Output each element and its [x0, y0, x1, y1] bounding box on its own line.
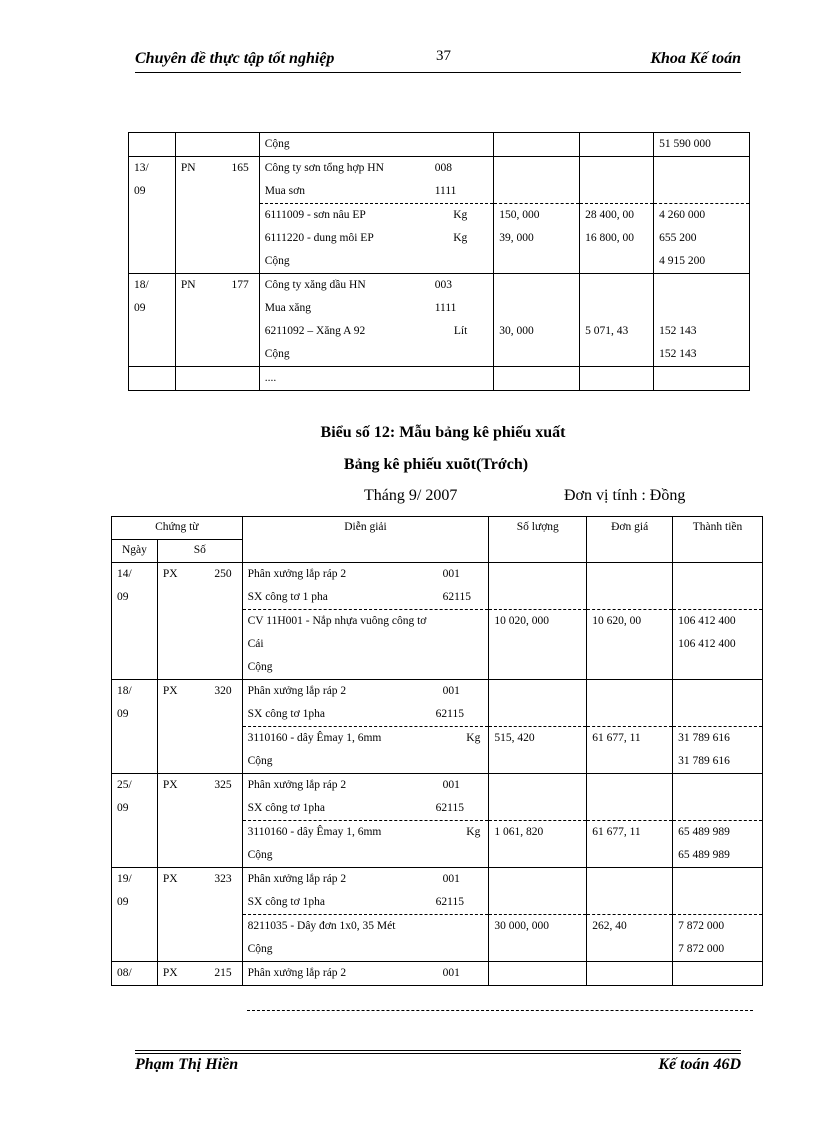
- voucher-id: PX 323: [162, 873, 232, 885]
- table-row: [112, 868, 763, 962]
- price-cell: 28 400, 00: [580, 203, 653, 227]
- amount-cell: 106 412 400: [678, 638, 736, 650]
- qty-cell: 150, 000: [494, 203, 579, 227]
- footer-rule: [135, 1053, 741, 1054]
- footer-left: Phạm Thị Hiền: [135, 1056, 239, 1073]
- row-total: 51 590 000: [659, 138, 711, 150]
- desc-line: Cộng: [247, 943, 273, 955]
- qty-cell: 39, 000: [499, 232, 534, 244]
- date-month: 09: [134, 185, 146, 197]
- desc-line: CV 11H001 - Nắp nhựa vuông công tơ: [243, 609, 489, 633]
- table-title: Bảng kê phiếu xuõt(Trớch): [343, 456, 529, 473]
- dashed-divider: [247, 1010, 753, 1011]
- desc-line: Phân xưởng lắp ráp 2 001: [247, 967, 460, 979]
- header-thanhtien: Thành tiền: [673, 517, 763, 563]
- date-day: 13/: [134, 162, 149, 174]
- amount-cell: 31 789 616: [673, 726, 762, 750]
- desc-line: SX công tơ 1pha 62115: [247, 708, 464, 720]
- desc-line: SX công tơ 1 pha 62115: [247, 591, 471, 603]
- price-cell: 262, 40: [587, 914, 672, 938]
- amount-cell: 31 789 616: [678, 755, 730, 767]
- section-title: Biểu số 12: Mẫu bảng kê phiếu xuất: [320, 424, 566, 441]
- date-month: 09: [117, 591, 129, 603]
- row-desc: Cộng: [264, 138, 290, 150]
- desc-line: Cộng: [247, 661, 273, 673]
- date-day: 19/: [117, 873, 132, 885]
- amount-cell: 152 143: [659, 325, 697, 337]
- qty-cell: 515, 420: [489, 726, 586, 750]
- header-rule: [135, 72, 741, 73]
- row-desc: ....: [264, 372, 277, 384]
- qty-cell: 30 000, 000: [489, 914, 586, 938]
- desc-line: 3110160 - dây Êmay 1, 6mm Kg: [243, 820, 489, 844]
- page-number: 37: [436, 48, 451, 64]
- header-right: Khoa Kế toán: [650, 50, 741, 67]
- amount-cell: 7 872 000: [673, 914, 762, 938]
- desc-line: Cộng: [247, 755, 273, 767]
- date-month: 09: [117, 708, 129, 720]
- page-header: [135, 48, 741, 72]
- desc-line: 6111009 - sơn nâu EP Kg: [260, 203, 494, 227]
- amount-cell: 65 489 989: [673, 820, 762, 844]
- voucher-number: 177: [231, 279, 249, 291]
- footer-rule: [135, 1050, 741, 1051]
- table-row: [112, 962, 763, 986]
- header-left: Chuyên đề thực tập tốt nghiệp: [135, 50, 335, 67]
- date-month: 09: [117, 802, 129, 814]
- voucher-id: PX 215: [162, 967, 232, 979]
- unit-label: Đơn vị tính : Đồng: [564, 487, 686, 504]
- table-row: [129, 274, 750, 367]
- desc-line: 3110160 - dây Êmay 1, 6mm Kg: [243, 726, 489, 750]
- date-day: 18/: [117, 685, 132, 697]
- amount-cell: 106 412 400: [673, 609, 762, 633]
- table-row: [129, 367, 750, 391]
- price-cell: 5 071, 43: [585, 325, 629, 337]
- header-ngay: Ngày: [112, 540, 158, 563]
- voucher-id: PX 320: [162, 685, 232, 697]
- voucher-id: PX 250: [162, 568, 232, 580]
- desc-line: SX công tơ 1pha 62115: [247, 896, 464, 908]
- amount-cell: 4 260 000: [654, 203, 749, 227]
- desc-line: Mua xăng 1111: [264, 302, 457, 314]
- amount-cell: 152 143: [659, 348, 697, 360]
- header-diengiai: Diễn giải: [242, 517, 489, 563]
- date-day: 18/: [134, 279, 149, 291]
- header-chungtu: Chứng từ: [112, 517, 243, 540]
- date-day: 25/: [117, 779, 132, 791]
- table-row: [112, 680, 763, 774]
- voucher-id: [176, 157, 259, 180]
- qty-cell: 1 061, 820: [489, 820, 586, 844]
- desc-line: Cộng: [264, 255, 290, 267]
- price-cell: 61 677, 11: [587, 726, 672, 750]
- voucher-number: 165: [231, 162, 249, 174]
- voucher-id: [176, 274, 259, 297]
- date-month: 09: [117, 896, 129, 908]
- voucher-type: PN: [180, 279, 196, 291]
- desc-line: Cộng: [264, 348, 290, 360]
- period-label: Tháng 9/ 2007: [364, 487, 458, 504]
- issue-table: [111, 516, 763, 986]
- desc-line: Công ty xăng dầu HN 003: [264, 279, 452, 291]
- desc-line: 6111220 - dung môi EP Kg: [264, 232, 468, 244]
- amount-cell: 4 915 200: [659, 255, 706, 267]
- qty-cell: 30, 000: [499, 325, 534, 337]
- price-cell: 16 800, 00: [585, 232, 635, 244]
- desc-line: Phân xưởng lắp ráp 2 001: [247, 685, 460, 697]
- table-header-row: [112, 517, 763, 540]
- desc-line: 8211035 - Dây đơn 1x0, 35 Mét: [243, 914, 489, 938]
- amount-cell: 65 489 989: [678, 849, 730, 861]
- header-dongia: Đơn giá: [587, 517, 673, 563]
- date-day: 14/: [117, 568, 132, 580]
- table-row: [112, 563, 763, 680]
- desc-line: Phân xưởng lắp ráp 2 001: [247, 779, 460, 791]
- header-so: Số: [157, 540, 242, 563]
- desc-line: Mua sơn 1111: [264, 185, 457, 197]
- desc-line: Cộng: [247, 849, 273, 861]
- amount-cell: 655 200: [659, 232, 697, 244]
- voucher-id: PX 325: [162, 779, 232, 791]
- desc-line: 6211092 – Xăng A 92 Lít: [264, 325, 468, 337]
- amount-cell: 7 872 000: [678, 943, 725, 955]
- desc-line: Phân xưởng lắp ráp 2 001: [247, 873, 460, 885]
- desc-line: Phân xưởng lắp ráp 2 001: [247, 568, 460, 580]
- qty-cell: 10 020, 000: [489, 609, 586, 633]
- table-row: [129, 157, 750, 274]
- page-footer: [135, 1056, 741, 1074]
- table-row: [129, 133, 750, 157]
- date-day: 08/: [117, 967, 132, 979]
- desc-line: SX công tơ 1pha 62115: [247, 802, 464, 814]
- header-soluong: Số lượng: [489, 517, 587, 563]
- table-row: [112, 774, 763, 868]
- date-month: 09: [134, 302, 146, 314]
- desc-line: Công ty sơn tổng hợp HN 008: [264, 162, 452, 174]
- receipt-table: [128, 132, 750, 391]
- desc-line: Cái: [247, 638, 264, 650]
- voucher-type: PN: [180, 162, 196, 174]
- price-cell: 10 620, 00: [587, 609, 672, 633]
- price-cell: 61 677, 11: [587, 820, 672, 844]
- footer-right: Kế toán 46D: [658, 1056, 741, 1073]
